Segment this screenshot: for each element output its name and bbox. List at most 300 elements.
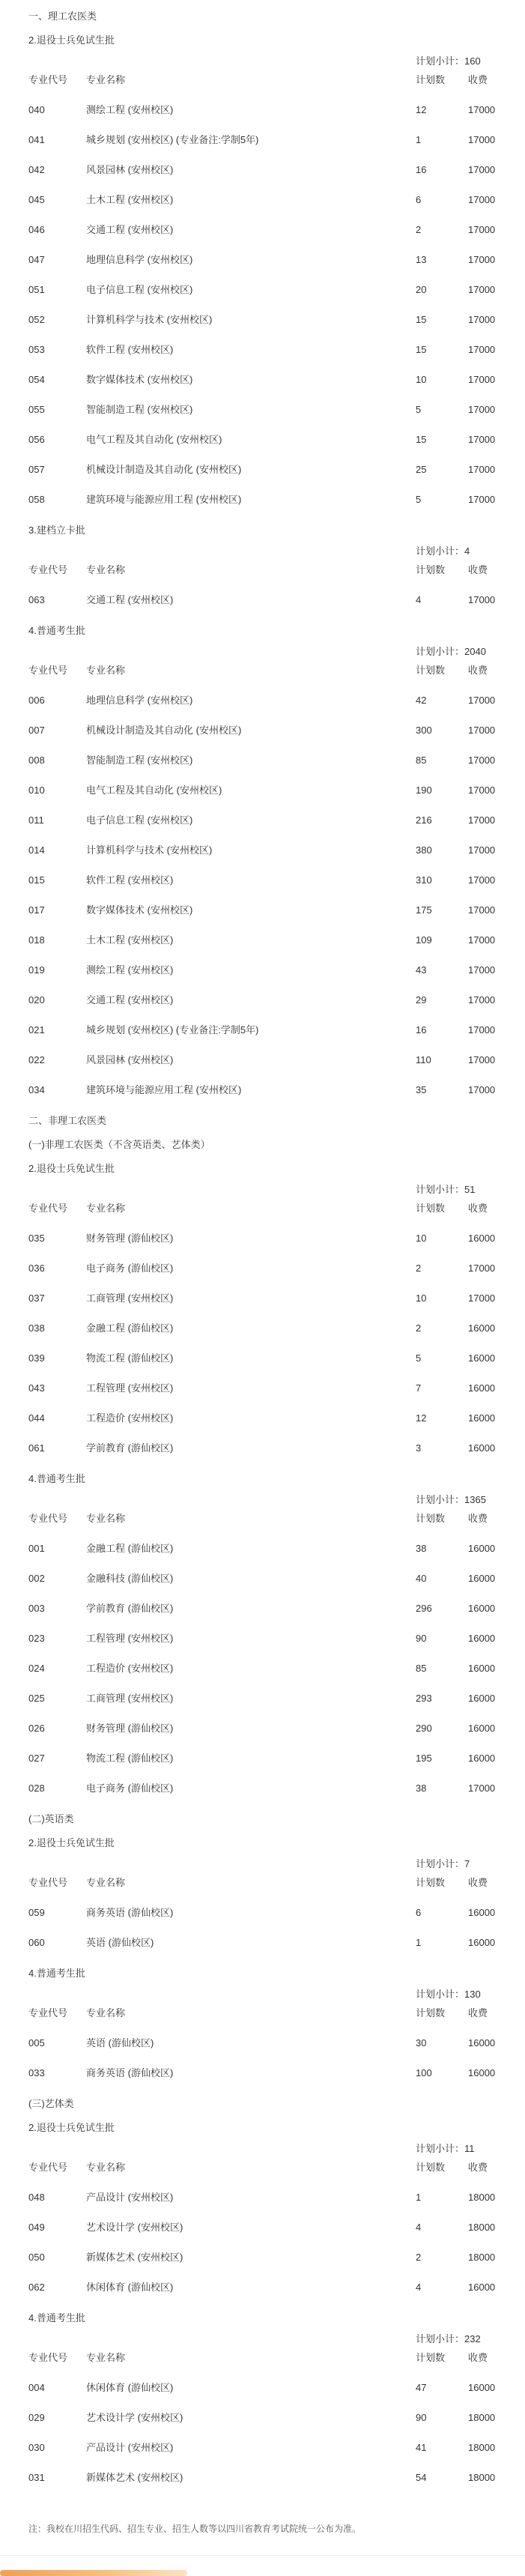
plan-count: 1 [416,134,422,145]
major-code: 020 [28,994,45,1006]
header-major-code: 专业代号 [28,1203,68,1214]
plan-count: 90 [416,2412,427,2423]
major-code: 047 [28,254,45,265]
table-row [0,1773,525,1803]
header-major-name: 专业名称 [86,2162,126,2173]
table-row [0,1403,525,1433]
major-code: 023 [28,1633,45,1644]
major-code: 042 [28,164,45,175]
major-code: 050 [28,2252,45,2263]
major-name: 建筑环境与能源应用工程 (安州校区) [86,1084,242,1095]
header-major-code: 专业代号 [28,2007,68,2019]
major-code: 058 [28,494,45,505]
plan-subtotal: 计划小计：2040 [416,646,486,657]
table-row [0,1623,525,1653]
table-row [0,584,525,614]
major-name: 建筑环境与能源应用工程 (安州校区) [86,494,242,505]
plan-count: 85 [416,755,427,766]
major-name: 商务英语 (游仙校区) [86,2067,174,2078]
plan-count: 1 [416,1937,422,1948]
fee: 16000 [468,1573,496,1584]
major-name: 英语 (游仙校区) [86,1937,154,1948]
section-heading: 4.普通考生批 [28,2312,85,2323]
major-code: 060 [28,1937,45,1948]
header-major-name: 专业名称 [86,2352,126,2363]
table-row [0,424,525,454]
fee: 17000 [468,874,496,886]
table-row [0,865,525,895]
plan-count: 10 [416,1292,427,1304]
major-name: 金融工程 (游仙校区) [86,1543,174,1554]
major-name: 财务管理 (游仙校区) [86,1233,174,1244]
fee: 17000 [468,594,496,605]
section-heading: 4.普通考生批 [28,1968,85,1979]
major-name: 英语 (游仙校区) [86,2037,154,2049]
fee: 16000 [468,1233,496,1244]
major-name: 交通工程 (安州校区) [86,994,174,1006]
plan-count: 4 [416,2222,422,2233]
fee: 17000 [468,1024,496,1035]
fee: 17000 [468,464,496,475]
fee: 16000 [468,1603,496,1614]
table-row [0,1713,525,1743]
plan-count: 12 [416,104,427,115]
plan-count: 5 [416,1352,422,1364]
table-header [0,554,525,584]
table-row [0,685,525,715]
section-heading: 4.普通考生批 [28,625,85,636]
header-fee: 收费 [468,1513,488,1524]
major-name: 商务英语 (游仙校区) [86,1907,174,1918]
header-fee: 收费 [468,2162,488,2173]
table-row [0,244,525,274]
fee: 17000 [468,1292,496,1304]
major-name: 电气工程及其自动化 (安州校区) [86,434,222,445]
table-row [0,1563,525,1593]
major-name: 软件工程 (安州校区) [86,874,174,886]
plan-count: 35 [416,1084,427,1095]
fee: 16000 [468,1382,496,1394]
header-major-code: 专业代号 [28,2162,68,2173]
table-header [0,1867,525,1897]
fee: 17000 [468,104,496,115]
table-row [0,775,525,805]
plan-count: 300 [416,725,432,736]
major-code: 027 [28,1753,45,1764]
major-code: 019 [28,964,45,976]
major-code: 004 [28,2382,45,2393]
major-name: 土木工程 (安州校区) [86,934,174,946]
major-code: 010 [28,784,45,796]
footer-accent-bar [0,2570,187,2576]
fee: 16000 [468,1693,496,1704]
table-row [0,2462,525,2492]
header-plan-count: 计划数 [416,1513,446,1524]
major-code: 046 [28,224,45,235]
plan-subtotal: 计划小计：1365 [416,1494,486,1505]
fee: 18000 [468,2472,496,2483]
fee: 17000 [468,1054,496,1065]
fee: 17000 [468,404,496,415]
major-code: 028 [28,1783,45,1794]
major-code: 040 [28,104,45,115]
plan-count: 41 [416,2442,427,2453]
plan-subtotal: 计划小计：4 [416,545,470,557]
fee: 16000 [468,1663,496,1674]
table-header [0,655,525,685]
major-code: 015 [28,874,45,886]
major-name: 休闲体育 (游仙校区) [86,2282,174,2293]
header-fee: 收费 [468,74,488,85]
major-code: 057 [28,464,45,475]
table-header [0,2152,525,2182]
table-row [0,745,525,775]
plan-count: 42 [416,695,427,706]
major-name: 产品设计 (安州校区) [86,2192,174,2203]
fee: 18000 [468,2192,496,2203]
header-plan-count: 计划数 [416,2007,446,2019]
table-row [0,1897,525,1927]
major-code: 030 [28,2442,45,2453]
table-row [0,895,525,925]
major-code: 036 [28,1263,45,1274]
table-row [0,1283,525,1313]
header-fee: 收费 [468,1203,488,1214]
header-major-code: 专业代号 [28,665,68,676]
major-code: 034 [28,1084,45,1095]
fee: 17000 [468,164,496,175]
header-fee: 收费 [468,2007,488,2019]
table-row [0,1593,525,1623]
plan-count: 5 [416,494,422,505]
major-code: 044 [28,1412,45,1424]
fee: 16000 [468,1907,496,1918]
plan-count: 2 [416,1263,422,1274]
fee: 17000 [468,254,496,265]
section-heading: 二、非理工农医类 [28,1115,107,1126]
fee: 17000 [468,194,496,205]
plan-count: 38 [416,1543,427,1554]
fee: 16000 [468,1543,496,1554]
table-row [0,1653,525,1683]
major-name: 电气工程及其自动化 (安州校区) [86,784,222,796]
header-fee: 收费 [468,564,488,575]
table-row [0,274,525,304]
fee: 17000 [468,755,496,766]
fee: 16000 [468,1412,496,1424]
major-name: 产品设计 (安州校区) [86,2442,174,2453]
major-name: 金融科技 (游仙校区) [86,1573,174,1584]
major-code: 014 [28,844,45,856]
major-name: 工程造价 (安州校区) [86,1412,174,1424]
major-code: 029 [28,2412,45,2423]
table-row [0,1313,525,1343]
major-name: 电子信息工程 (安州校区) [86,814,193,826]
table-row [0,1223,525,1253]
plan-count: 10 [416,374,427,385]
header-major-name: 专业名称 [86,1203,126,1214]
fee: 17000 [468,1084,496,1095]
major-code: 056 [28,434,45,445]
major-name: 艺术设计学 (安州校区) [86,2412,183,2423]
plan-count: 15 [416,344,427,355]
plan-count: 109 [416,934,432,946]
plan-count: 290 [416,1723,432,1734]
header-major-code: 专业代号 [28,2352,68,2363]
plan-count: 175 [416,904,432,916]
plan-count: 43 [416,964,427,976]
footer-divider [0,2555,525,2556]
plan-subtotal: 计划小计：51 [416,1184,476,1195]
header-major-name: 专业名称 [86,2007,126,2019]
plan-count: 20 [416,284,427,295]
major-code: 006 [28,695,45,706]
table-row [0,364,525,394]
fee: 16000 [468,1723,496,1734]
plan-count: 190 [416,784,432,796]
major-code: 062 [28,2282,45,2293]
table-row [0,2058,525,2087]
table-row [0,2182,525,2212]
fee: 16000 [468,1352,496,1364]
major-code: 021 [28,1024,45,1035]
table-row [0,1074,525,1104]
plan-subtotal: 计划小计：130 [416,1989,481,2000]
fee: 16000 [468,2282,496,2293]
plan-count: 15 [416,434,427,445]
major-name: 交通工程 (安州校区) [86,594,174,605]
header-major-code: 专业代号 [28,1513,68,1524]
header-major-code: 专业代号 [28,564,68,575]
plan-count: 40 [416,1573,427,1584]
major-name: 物流工程 (游仙校区) [86,1753,174,1764]
section-heading: 一、理工农医类 [28,10,97,22]
plan-count: 293 [416,1693,432,1704]
plan-count: 25 [416,464,427,475]
fee: 16000 [468,1442,496,1454]
major-code: 038 [28,1322,45,1334]
major-name: 艺术设计学 (安州校区) [86,2222,183,2233]
plan-count: 29 [416,994,427,1006]
fee: 17000 [468,134,496,145]
major-code: 001 [28,1543,45,1554]
header-plan-count: 计划数 [416,1877,446,1888]
major-name: 交通工程 (安州校区) [86,224,174,235]
major-code: 024 [28,1663,45,1674]
fee: 17000 [468,374,496,385]
major-name: 数字媒体技术 (安州校区) [86,374,193,385]
table-row [0,154,525,184]
major-name: 工商管理 (安州校区) [86,1693,174,1704]
fee: 17000 [468,224,496,235]
major-name: 地理信息科学 (安州校区) [86,254,193,265]
major-name: 计算机科学与技术 (安州校区) [86,314,213,325]
major-name: 测绘工程 (安州校区) [86,964,174,976]
major-name: 新媒体艺术 (安州校区) [86,2472,183,2483]
plan-count: 7 [416,1382,422,1394]
table-header [0,1503,525,1533]
plan-count: 15 [416,314,427,325]
table-row [0,454,525,484]
major-code: 052 [28,314,45,325]
table-row [0,805,525,835]
major-name: 工程管理 (安州校区) [86,1382,174,1394]
table-header [0,2342,525,2372]
fee: 17000 [468,904,496,916]
plan-count: 12 [416,1412,427,1424]
plan-count: 30 [416,2037,427,2049]
header-plan-count: 计划数 [416,2352,446,2363]
plan-count: 6 [416,1907,422,1918]
subsection-heading: (二)英语类 [28,1813,74,1824]
table-row [0,1683,525,1713]
major-code: 037 [28,1292,45,1304]
fee: 17000 [468,494,496,505]
fee: 17000 [468,725,496,736]
major-name: 风景园林 (安州校区) [86,164,174,175]
table-header [0,1998,525,2028]
section-heading: 2.退役士兵免试生批 [28,1837,115,1848]
fee: 17000 [468,814,496,826]
table-row [0,334,525,364]
table-header [0,64,525,94]
major-code: 017 [28,904,45,916]
subsection-heading: (一)非理工农医类（不含英语类、艺体类） [28,1139,210,1150]
header-major-code: 专业代号 [28,74,68,85]
plan-count: 100 [416,2067,432,2078]
plan-count: 13 [416,254,427,265]
plan-count: 85 [416,1663,427,1674]
major-code: 051 [28,284,45,295]
plan-subtotal: 计划小计：232 [416,2333,481,2344]
major-code: 018 [28,934,45,946]
fee: 16000 [468,1937,496,1948]
major-name: 城乡规划 (安州校区) (专业备注:学制5年) [86,134,259,145]
major-code: 039 [28,1352,45,1364]
plan-count: 1 [416,2192,422,2203]
fee: 16000 [468,2037,496,2049]
fee: 18000 [468,2442,496,2453]
table-row [0,2402,525,2432]
table-row [0,1343,525,1373]
header-plan-count: 计划数 [416,665,446,676]
plan-count: 6 [416,194,422,205]
fee: 16000 [468,1753,496,1764]
section-heading: 3.建档立卡批 [28,524,85,536]
table-row [0,1927,525,1957]
plan-count: 3 [416,1442,422,1454]
fee: 17000 [468,934,496,946]
plan-count: 16 [416,1024,427,1035]
major-name: 测绘工程 (安州校区) [86,104,174,115]
table-row [0,2212,525,2242]
fee: 16000 [468,1322,496,1334]
table-row [0,1433,525,1463]
major-code: 011 [28,814,44,826]
plan-count: 110 [416,1054,431,1065]
section-heading: 4.普通考生批 [28,1473,85,1484]
major-name: 工程造价 (安州校区) [86,1663,174,1674]
plan-count: 4 [416,594,422,605]
plan-count: 4 [416,2282,422,2293]
header-major-name: 专业名称 [86,564,126,575]
major-name: 计算机科学与技术 (安州校区) [86,844,213,856]
table-row [0,2432,525,2462]
header-major-code: 专业代号 [28,1877,68,1888]
header-fee: 收费 [468,2352,488,2363]
table-row [0,2028,525,2058]
major-name: 休闲体育 (游仙校区) [86,2382,174,2393]
table-row [0,94,525,124]
footnote: 注：我校在川招生代码、招生专业、招生人数等以四川省教育考试院统一公布为准。 [28,2524,362,2534]
major-name: 电子信息工程 (安州校区) [86,284,193,295]
fee: 18000 [468,2252,496,2263]
major-code: 008 [28,755,45,766]
table-row [0,1533,525,1563]
plan-count: 5 [416,404,422,415]
major-name: 城乡规划 (安州校区) (专业备注:学制5年) [86,1024,259,1035]
major-name: 风景园林 (安州校区) [86,1054,174,1065]
major-name: 软件工程 (安州校区) [86,344,174,355]
major-code: 025 [28,1693,45,1704]
major-name: 机械设计制造及其自动化 (安州校区) [86,725,242,736]
plan-subtotal: 计划小计：7 [416,1858,470,1869]
header-major-name: 专业名称 [86,665,126,676]
plan-count: 54 [416,2472,427,2483]
subsection-heading: (三)艺体类 [28,2098,74,2109]
major-code: 063 [28,594,45,605]
table-row [0,985,525,1015]
plan-count: 380 [416,844,432,856]
major-name: 智能制造工程 (安州校区) [86,755,193,766]
header-plan-count: 计划数 [416,74,446,85]
major-name: 地理信息科学 (安州校区) [86,695,193,706]
section-heading: 2.退役士兵免试生批 [28,2122,115,2133]
major-code: 048 [28,2192,45,2203]
major-name: 物流工程 (游仙校区) [86,1352,174,1364]
major-code: 026 [28,1723,45,1734]
plan-count: 2 [416,2252,422,2263]
plan-count: 2 [416,224,422,235]
major-code: 033 [28,2067,45,2078]
plan-subtotal: 计划小计：160 [416,55,481,67]
table-row [0,955,525,985]
major-code: 041 [28,134,45,145]
major-code: 053 [28,344,45,355]
major-code: 007 [28,725,45,736]
header-major-name: 专业名称 [86,1513,126,1524]
table-row [0,1044,525,1074]
plan-count: 2 [416,1322,422,1334]
major-code: 049 [28,2222,45,2233]
header-plan-count: 计划数 [416,564,446,575]
header-fee: 收费 [468,665,488,676]
major-code: 002 [28,1573,45,1584]
major-code: 035 [28,1233,45,1244]
header-plan-count: 计划数 [416,1203,446,1214]
major-code: 061 [28,1442,45,1454]
fee: 17000 [468,1263,496,1274]
major-name: 土木工程 (安州校区) [86,194,174,205]
major-name: 金融工程 (游仙校区) [86,1322,174,1334]
table-row [0,214,525,244]
fee: 17000 [468,994,496,1006]
plan-count: 47 [416,2382,427,2393]
table-header [0,1193,525,1223]
major-name: 数字媒体技术 (安州校区) [86,904,193,916]
major-name: 工商管理 (安州校区) [86,1292,174,1304]
table-row [0,124,525,154]
